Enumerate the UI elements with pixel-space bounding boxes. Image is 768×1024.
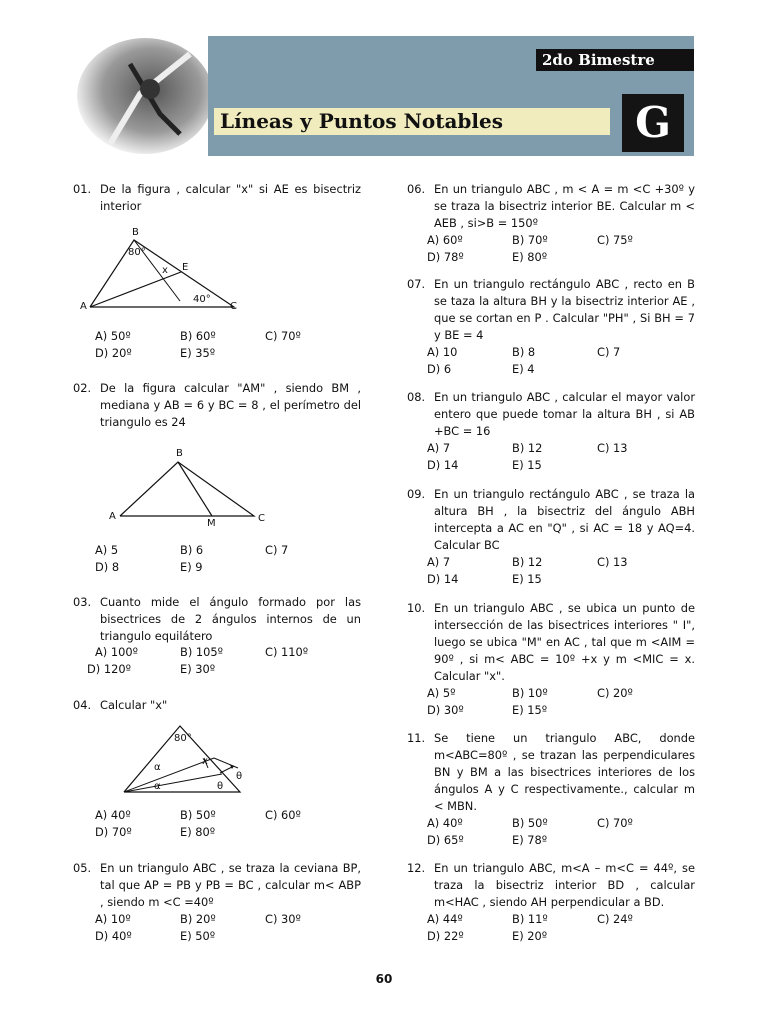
svg-text:θ: θ [217,781,224,792]
question-09: 09. En un triangulo rectángulo ABC , se traza la altura BH , la bisectriz del ángulo ABH intercepta a AC en "Q" , si AC = 18 y AQ=4. Calcular BC A) 7 B) 12 C) 13 D) 14 E) 15 [407,487,695,586]
svg-text:B: B [132,227,139,238]
question-07: 07. En un triangulo rectángulo ABC , recto en B se taza la altura BH y la bisectriz interior AE , que se cortan en P . Calcular "PH" , Si BH = 7 y BE = 4 A) 10 B) 8 C) 7 D) 6 E) 4 [407,277,695,376]
svg-text:B: B [176,448,183,459]
figure-01 [76,224,246,314]
question-10: 10. En un triangulo ABC , se ubica un punto de intersección de las bisectrices interiores " I", luego se ubica "M" en AC , tal que m <AIM = 90º , si m< ABC = 10º +x y m <MIC = x. Calcular "x". A) 5º B) 10º C) 20º D) 30º E) 15º [407,601,695,717]
question-06: 06. En un triangulo ABC , m < A = m <C +30º y se traza la bisectriz interior BE. Calcular m < AEB , si>B = 150º A) 60º B) 70º C) 75º D) 78º E) 80º [407,182,695,264]
svg-text:40°: 40° [193,294,211,305]
options-01: A) 50º B) 60º C) 70º D) 20º E) 35º [95,329,301,360]
svg-text:80°: 80° [174,733,192,744]
page-number: 60 [375,972,393,986]
question-04: 04. Calcular "x" [73,698,168,712]
figure-04 [120,718,250,800]
svg-text:80°: 80° [128,247,146,258]
svg-text:A: A [109,511,116,522]
question-03: 03. Cuanto mide el ángulo formado por las bisectrices de 2 ángulos internos de un triangulo equilátero [73,595,361,643]
question-01: 01. De la figura , calcular "x" si AE es bisectriz interior [73,182,361,213]
svg-text:C: C [258,513,265,524]
section-letter: G [622,94,684,152]
bimestre-label: 2do Bimestre [536,49,694,71]
question-02: 02. De la figura calcular "AM" , siendo BM , mediana y AB = 6 y BC = 8 , el perímetro del triangulo es 24 [73,381,361,429]
svg-text:x: x [162,265,168,276]
question-05: 05. En un triangulo ABC , se traza la ceviana BP, tal que AP = PB y PB = BC , calcular m< ABP , siendo m <C =40º A) 10º B) 20º C) 30º D) 40º E) 50º [73,861,361,943]
options-03: A) 100º B) 105º C) 110º D) 120º E) 30º [87,645,309,676]
svg-text:α: α [154,762,161,773]
header-photo [70,34,210,156]
figure-02 [104,444,274,530]
svg-text:α: α [154,781,161,792]
svg-text:θ: θ [236,771,243,782]
svg-text:M: M [207,518,216,529]
svg-text:x: x [202,756,208,767]
options-02: A) 5 B) 6 C) 7 D) 8 E) 9 [95,543,289,574]
question-08: 08. En un triangulo ABC , calcular el mayor valor entero que puede tomar la altura BH , si AB +BC = 16 A) 7 B) 12 C) 13 D) 14 E) 15 [407,390,695,472]
svg-text:C: C [230,301,237,312]
page-title: Líneas y Puntos Notables [214,108,610,135]
question-12: 12. En un triangulo ABC, m<A – m<C = 44º, se traza la bisectriz interior BD , calcular m<HAC , siendo AH perpendicular a BD. A) 44º B) 11º C) 24º D) 22º E) 20º [407,861,695,943]
svg-text:A: A [80,301,87,312]
svg-text:E: E [182,262,189,273]
options-04: A) 40º B) 50º C) 60º D) 70º E) 80º [95,808,301,839]
question-11: 11. Se tiene un triangulo ABC, donde m<ABC=80º , se trazan las perpendiculares BN y BM a las bisectrices interiores de los ángulos A y C respectivamente., calcular m < MBN. A) 40º B) 50º C) 70º D) 65º E) 78º [407,731,695,847]
